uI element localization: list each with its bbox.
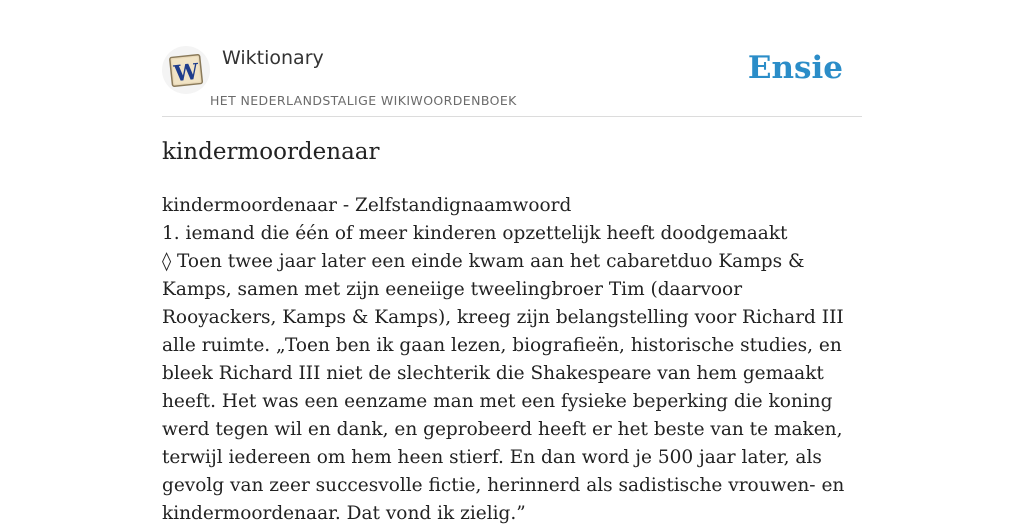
entry-heading: kindermoordenaar - Zelfstandignaamwoord [162, 195, 572, 216]
site-header [162, 44, 862, 117]
page-title: kindermoordenaar [162, 139, 380, 165]
site-tagline: HET NEDERLANDSTALIGE WIKIWOORDENBOEK [210, 93, 517, 108]
entry-example: ◊ Toen twee jaar later een einde kwam aan het cabaretduo Kamps & Kamps, samen met zijn eeneiige tweelingbroer Tim (daarvoor Rooyackers, Kamps & Kamps), kreeg zijn belangstelling voor Richard III alle ruimte. „Toen ben ik gaan lezen, biografieën, historische studies, en bleek Richard III niet de slechterik die Shakespeare van hem gemaakt heeft. Het was een eenzame man met een fysieke beperking die koning werd tegen wil en dank, en geprobeerd heeft er het beste van te maken, terwijl iedereen om hem heen stierf. En dan word je 500 jaar later, als gevolg van zeer succesvolle fictie, herinnerd als sadistische vrouwen- en kindermoordenaar. Dat vond ik zielig.” [162, 251, 845, 524]
entry-content [162, 192, 862, 528]
wiktionary-logo-icon[interactable] [162, 46, 210, 94]
entry-definition: 1. iemand die één of meer kinderen opzettelijk heeft doodgemaakt [162, 223, 788, 244]
site-name[interactable]: Wiktionary [222, 47, 324, 69]
logo-letter: W [172, 58, 200, 88]
ensie-brand-link[interactable]: Ensie [747, 50, 843, 86]
